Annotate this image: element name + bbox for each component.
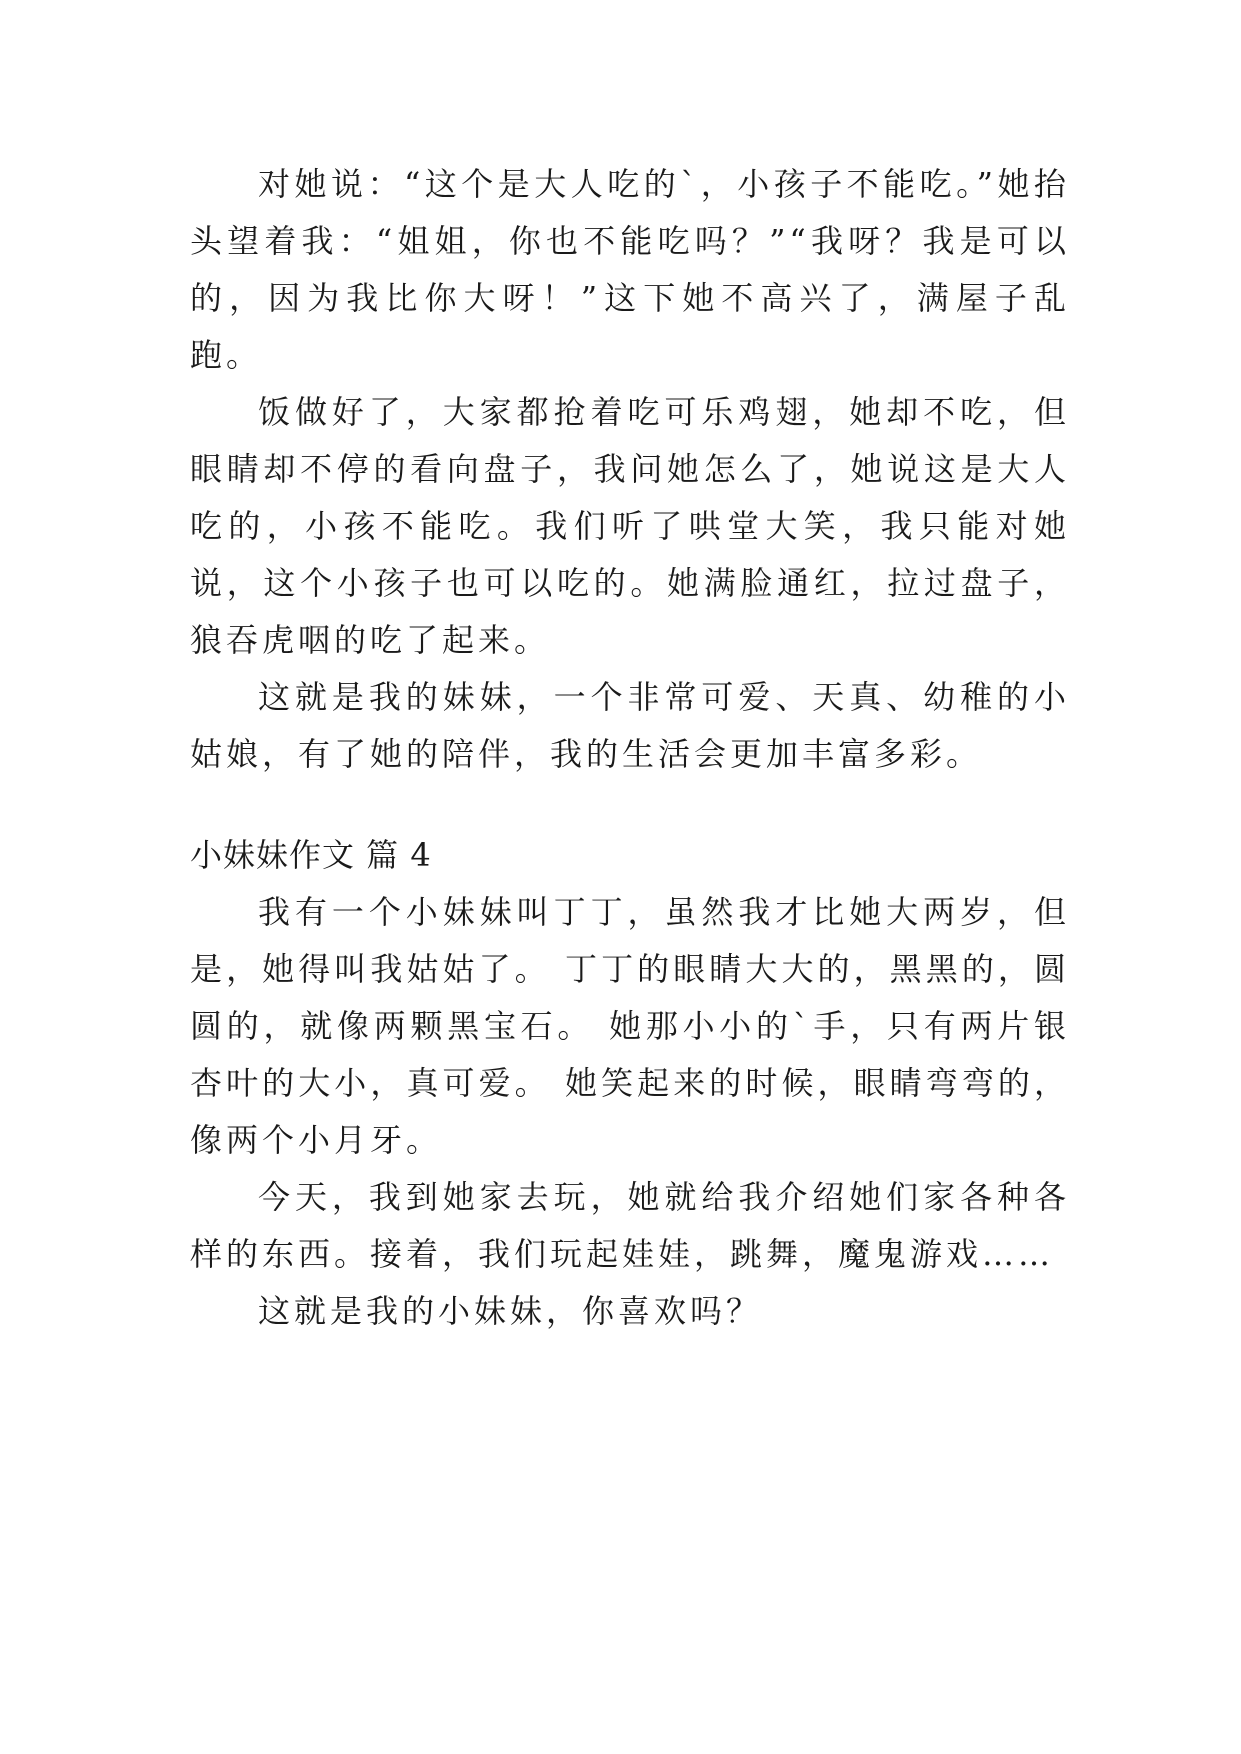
paragraph-4: 我有一个小妹妹叫丁丁，虽然我才比她大两岁，但是，她得叫我姑姑了。 丁丁的眼睛大大的，黑黑的，圆圆的，就像两颗黑宝石。 她那小小的`手，只有两片银杏叶的大小，真可爱。 她笑起来的时候，眼睛弯弯的，像两个小月牙。 — [190, 893, 1070, 1159]
section-heading: 小妹妹作文 篇 4 — [190, 836, 432, 874]
paragraph-1: 对她说：“这个是大人吃的`，小孩子不能吃。”她抬头望着我：“姐姐，你也不能吃吗？”“我呀？我是可以的，因为我比你大呀！”这下她不高兴了，满屋子乱跑。 — [190, 165, 1070, 374]
paragraph-3: 这就是我的妹妹，一个非常可爱、天真、幼稚的小姑娘，有了她的陪伴，我的生活会更加丰富多彩。 — [190, 678, 1070, 773]
paragraph-6: 这就是我的小妹妹，你喜欢吗？ — [258, 1292, 763, 1330]
document-body — [190, 156, 1070, 1340]
paragraph-2: 饭做好了，大家都抢着吃可乐鸡翅，她却不吃，但眼睛却不停的看向盘子，我问她怎么了，她说这是大人吃的，小孩不能吃。我们听了哄堂大笑，我只能对她说，这个小孩子也可以吃的。她满脸通红，拉过盘子，狼吞虎咽的吃了起来。 — [190, 393, 1070, 659]
paragraph-5: 今天，我到她家去玩，她就给我介绍她们家各种各样的东西。接着，我们玩起娃娃，跳舞，魔鬼游戏…… — [190, 1178, 1070, 1273]
